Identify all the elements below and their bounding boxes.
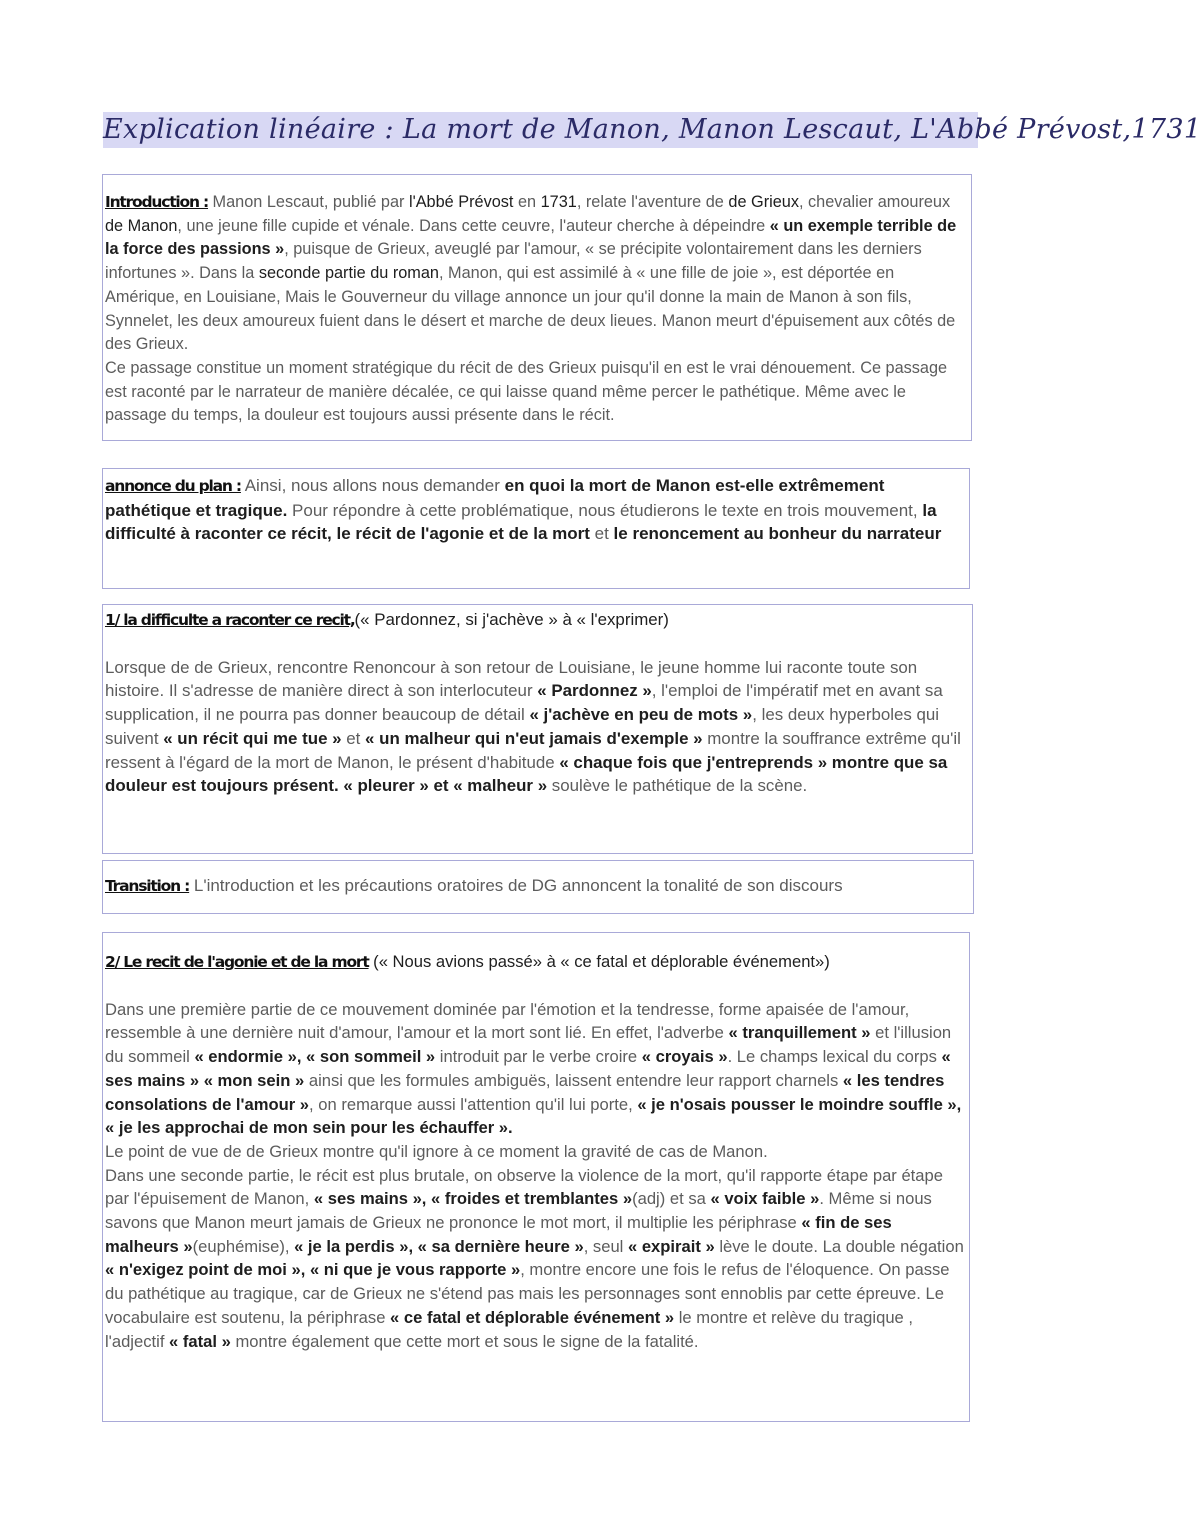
text: et bbox=[341, 728, 366, 748]
highlight: « voix faible » bbox=[710, 1189, 820, 1209]
part1-heading bbox=[105, 608, 969, 633]
text: , montre encore une fois le refus de l'éloquence. On passe du pathétique au tragique, car de Grieux ne s'étend pas mais les personnages sont ennoblis par cette épreuve. Le vocabulaire est soutenu, la périphrase bbox=[105, 1260, 950, 1327]
page-title: Explication linéaire : La mort de Manon, Manon Lescaut, L'Abbé Prévost,1731 bbox=[103, 112, 978, 148]
highlight: « les tendres consolations de l'amour » bbox=[105, 1070, 945, 1114]
text: montre la souffrance extrême qu'il ressent à l'égard de la mort de Manon, le présent d'habitude bbox=[105, 728, 961, 772]
text: , l'emploi de l'impératif met en avant sa supplication, il ne pourra pas donner beaucoup de détail bbox=[105, 681, 943, 725]
transition-paragraph bbox=[105, 874, 970, 899]
text: , chevalier amoureux bbox=[798, 193, 951, 211]
highlight: « je la perdis », « sa dernière heure » bbox=[294, 1236, 584, 1256]
introduction-paragraph bbox=[105, 191, 968, 357]
plan-paragraph bbox=[105, 474, 966, 546]
highlight: « n'exigez point de moi », « ni que je vous rapporte » bbox=[105, 1260, 521, 1280]
highlight: « un exemple terrible de la force des passions » bbox=[105, 216, 957, 259]
highlight: la difficulté à raconter ce récit, le récit de l'agonie et de la mort bbox=[105, 500, 937, 544]
highlight: seconde partie du roman bbox=[258, 264, 439, 283]
text: , Manon, qui est assimilé à « une fille de joie », est déportée en Amérique, en Louisiane, Mais le Gouverneur du village annonce un jour qu'il donne la main de Manon à son fils, Synnelet, les deux amoureux fuient dans le désert et marche de deux lieues. Manon meurt d'épuisement aux côtés de des Grieux. bbox=[105, 264, 956, 354]
highlight: « fin de ses malheurs » bbox=[105, 1213, 892, 1256]
text: lève le doute. La double négation bbox=[714, 1236, 964, 1256]
text: . Même si nous savons que Manon meurt jamais de Grieux ne prononce le mot mort, il multiplie les périphrase bbox=[105, 1189, 932, 1233]
part2-heading bbox=[105, 950, 966, 975]
text: (euphémise), bbox=[192, 1236, 295, 1256]
highlight: l'Abbé Prévost bbox=[408, 193, 514, 211]
text: en bbox=[513, 193, 541, 211]
highlight: « fatal » bbox=[169, 1331, 231, 1351]
part2-box bbox=[102, 932, 970, 1422]
highlight: « croyais » bbox=[641, 1047, 728, 1067]
transition-box bbox=[102, 860, 974, 914]
part1-label: 1/ la difficulte a raconter ce recit, bbox=[105, 611, 355, 629]
text: Lorsque de de Grieux, rencontre Renoncour à son retour de Louisiane, le jeune homme lui raconte toute son histoire. Il s'adresse de manière direct à son interlocuteur bbox=[105, 657, 918, 701]
introduction-box bbox=[102, 174, 972, 441]
text: le montre et relève du tragique , l'adjectif bbox=[105, 1307, 914, 1351]
text: , on remarque aussi l'attention qu'il lui porte, bbox=[309, 1094, 638, 1114]
part1-box bbox=[102, 604, 973, 854]
plan-label: annonce du plan : bbox=[105, 477, 241, 495]
highlight: le renoncement au bonheur du narrateur bbox=[613, 524, 942, 544]
text: et l'illusion du sommeil bbox=[105, 1023, 952, 1067]
text: ainsi que les formules ambiguës, laissent entendre leur rapport charnels bbox=[304, 1070, 843, 1090]
text: , une jeune fille cupide et vénale. Dans cette ceuvre, l'auteur cherche à dépeindre bbox=[177, 216, 770, 235]
text: Pour répondre à cette problématique, nous étudierons le texte en trois mouvement, bbox=[287, 500, 923, 520]
text: . Le champs lexical du corps bbox=[727, 1047, 942, 1067]
part2-label: 2/ Le recit de l'agonie et de la mort bbox=[105, 953, 369, 971]
text: (adj) et sa bbox=[632, 1189, 711, 1209]
text: Ainsi, nous allons nous demander bbox=[240, 476, 505, 495]
text: et bbox=[589, 524, 614, 544]
highlight: « ses mains », « froides et tremblantes » bbox=[313, 1189, 633, 1209]
part2-paragraph-1 bbox=[105, 998, 966, 1140]
highlight: « ce fatal et déplorable événement » bbox=[390, 1307, 675, 1327]
text: introduit par le verbe croire bbox=[435, 1047, 642, 1067]
highlight: « expirait » bbox=[627, 1236, 715, 1256]
text: , seul bbox=[583, 1236, 628, 1256]
highlight: « Pardonnez » bbox=[537, 681, 652, 701]
part2-paragraph-3 bbox=[105, 1164, 966, 1354]
part2-range: (« Nous avions passé» à « ce fatal et déplorable événement») bbox=[368, 952, 830, 971]
highlight: « ses mains » « mon sein » bbox=[105, 1047, 951, 1090]
transition-text: L'introduction et les précautions oratoires de DG annoncent la tonalité de son discours bbox=[189, 876, 843, 895]
part1-paragraph bbox=[105, 656, 969, 798]
plan-box bbox=[102, 468, 970, 589]
highlight: de Grieux bbox=[728, 193, 799, 211]
highlight: « un malheur qui n'eut jamais d'exemple » bbox=[365, 728, 703, 748]
text: montre également que cette mort et sous le signe de la fatalité. bbox=[230, 1331, 699, 1351]
highlight: de Manon bbox=[105, 216, 178, 235]
transition-label: Transition : bbox=[105, 877, 190, 895]
highlight: « un récit qui me tue » bbox=[163, 728, 342, 748]
highlight: 1731 bbox=[540, 193, 577, 211]
part2-paragraph-2: Le point de vue de de Grieux montre qu'il ignore à ce moment la gravité de cas de Manon. bbox=[105, 1141, 768, 1161]
highlight: « tranquillement » bbox=[728, 1023, 871, 1043]
text: Manon Lescaut, publié par bbox=[208, 193, 409, 211]
text: Dans une première partie de ce mouvement dominée par l'émotion et la tendresse, forme apaisée de l'amour, ressemble à une dernière nuit d'amour, l'amour et la mort sont lié. En effet, l'adverbe bbox=[105, 999, 910, 1043]
highlight: en quoi la mort de Manon est-elle extrêmement pathétique et tragique. bbox=[105, 476, 885, 520]
part1-range: (« Pardonnez, si j'achève » à « l'exprimer) bbox=[354, 610, 669, 629]
introduction-label: Introduction : bbox=[105, 193, 209, 211]
introduction-paragraph-2: Ce passage constitue un moment stratégique du récit de des Grieux puisqu'il en est le vrai dénouement. Ce passage est raconté par le narrateur de manière décalée, ce qui laisse quand même percer le pathétique. Même avec le passage du temps, la douleur est toujours aussi présente dans le récit. bbox=[105, 358, 948, 425]
highlight: « endormie », « son sommeil » bbox=[194, 1047, 436, 1067]
highlight: « je n'osais pousser le moindre souffle », « je les approchai de mon sein pour les échauffer ». bbox=[105, 1094, 962, 1138]
highlight: « j'achève en peu de mots » bbox=[529, 705, 753, 725]
text: , les deux hyperboles qui suivent bbox=[105, 705, 940, 748]
highlight: « chaque fois que j'entreprends » montre que sa douleur est toujours présent. « pleurer » et « malheur » bbox=[105, 752, 948, 796]
text: soulève le pathétique de la scène. bbox=[547, 776, 808, 796]
text: Dans une seconde partie, le récit est plus brutale, on observe la violence de la mort, qu'il rapporte étape par étape par l'épuisement de Manon, bbox=[105, 1165, 943, 1209]
text: , puisque de Grieux, aveuglé par l'amour, « se précipite volontairement dans les derniers infortunes ». Dans la bbox=[105, 240, 922, 283]
text: , relate l'aventure de bbox=[576, 193, 729, 211]
